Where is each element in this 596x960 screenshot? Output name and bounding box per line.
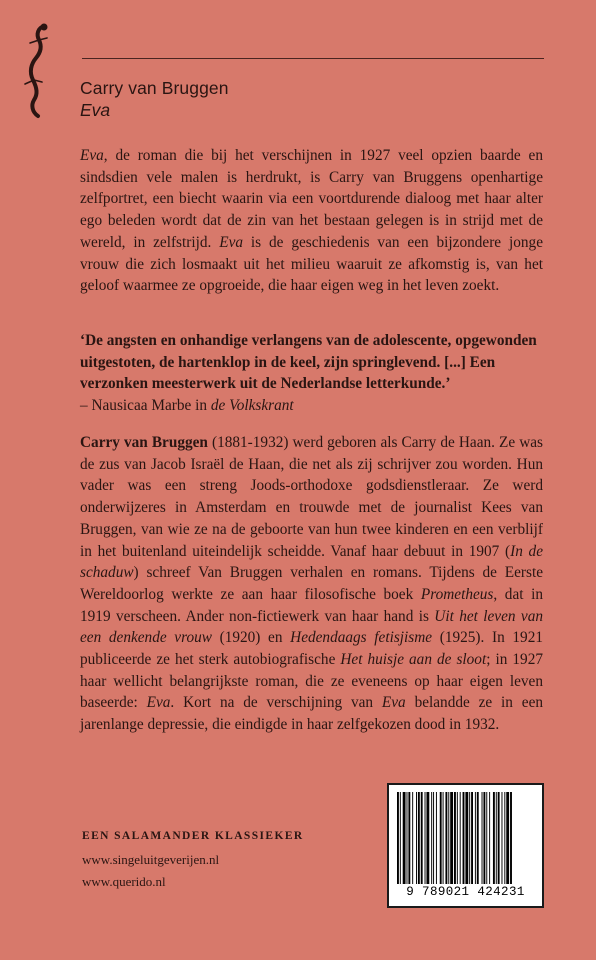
header-rule	[82, 58, 544, 59]
author-biography: Carry van Bruggen (1881-1932) werd geboren als Carry de Haan. Ze was de zus van Jacob Israël de Haan, die net als zij schrijver zou worden. Hun vader was een streng Joods-orthodoxe godsdienstleraar. Ze werd onderwijzeres in Amsterdam en trouwde met de journalist Kees van Bruggen, van wie ze na de geboorte van hun twee kinderen en een verblijf in het buitenland uiteindelijk scheidde. Vanaf haar debuut in 1907 (In de schaduw) schreef Van Bruggen verhalen en romans. Tijdens de Eerste Wereldoorlog werkte ze aan haar filosofische boek Prometheus, dat in 1919 verscheen. Ander non-fictiewerk van haar hand is Uit het leven van een denkende vrouw (1920) en Hedendaags fetisjisme (1925). In 1921 publiceerde ze het sterk autobiografische Het huisje aan de sloot; in 1927 haar wellicht belangrijkste roman, die ze eveneens op haar eigen leven baseerde: Eva. Kort na de verschijning van Eva belandde ze in een jarenlange depressie, die eindigde in haar zelfgekozen dood in 1932.	[80, 434, 544, 734]
barcode-bar	[469, 792, 470, 884]
barcode-bar	[421, 792, 423, 884]
barcode-bar	[436, 792, 437, 884]
quote-source: – Nausicaa Marbe in de Volkskrant	[80, 396, 294, 414]
barcode-bar	[440, 792, 442, 884]
series-label: EEN SALAMANDER KLASSIEKER	[82, 830, 304, 842]
barcode-bar	[426, 792, 429, 884]
barcode-bar	[504, 792, 505, 884]
isbn-number: 9 789021 424231	[406, 885, 525, 899]
barcode-bar	[506, 792, 509, 884]
barcode-bar	[408, 792, 410, 884]
barcode-bar	[400, 792, 401, 884]
barcode-bar	[403, 792, 406, 884]
blurb-paragraph: Eva, de roman die bij het verschijnen in 1927 veel opzien baarde en sindsdien vele malen is herdrukt, is Carry van Bruggens openhartige zelfportret, een biecht waarin via een voortdurende dialoog met haar alter ego beleden wordt dat de zin van het bestaan gelegen is in strijd met de wereld, in zelfstrijd. Eva is de geschiedenis van een bijzondere jonge vrouw die zich losmaakt uit het milieu waaruit ze afkomstig is, van het geloof waarmee ze opgroeide, die haar eigen weg in het leven zoekt.	[80, 147, 543, 295]
book-title: Eva	[80, 100, 111, 120]
barcode-bar	[496, 792, 497, 884]
barcode-bar	[450, 792, 453, 884]
barcode-bar	[510, 792, 512, 884]
barcode-bar	[460, 792, 461, 884]
author-name: Carry van Bruggen	[80, 78, 229, 98]
barcode-bar	[397, 792, 399, 884]
barcode-bar	[465, 792, 468, 884]
publisher-url-querido: www.querido.nl	[82, 874, 166, 889]
barcode-bar	[448, 792, 449, 884]
barcode-bar	[433, 792, 434, 884]
barcode-bars	[395, 792, 536, 887]
press-quote	[80, 330, 543, 416]
barcode-bar	[477, 792, 479, 884]
barcode-bar	[486, 792, 487, 884]
barcode-bar	[482, 792, 483, 884]
publisher-url-singel: www.singeluitgeverijen.nl	[82, 852, 220, 867]
barcode-bar	[412, 792, 413, 884]
barcode-bar	[493, 792, 495, 884]
barcode-bar	[475, 792, 476, 884]
barcode-bar	[489, 792, 490, 884]
barcode-bar	[418, 792, 420, 884]
isbn-barcode	[387, 783, 544, 908]
barcode-bar	[454, 792, 456, 884]
salamander-icon	[14, 22, 60, 122]
barcode-bar	[502, 792, 503, 884]
quote-text: ‘De angsten en onhandige verlangens van de adolescente, opgewonden uitgestoten, de hartenklop in de keel, zijn springlevend. [...] Een verzonken meesterwerk uit de Nederlandse letterkunde.’	[80, 332, 537, 392]
barcode-bar	[431, 792, 432, 884]
barcode-bar	[457, 792, 458, 884]
barcode-bar	[498, 792, 500, 884]
barcode-bar	[445, 792, 447, 884]
barcode-bar	[416, 792, 417, 884]
barcode-bar	[443, 792, 444, 884]
barcode-bar	[425, 792, 426, 884]
barcode-bar	[483, 792, 485, 884]
barcode-bar	[407, 792, 408, 884]
barcode-bar	[463, 792, 465, 884]
barcode-bar	[471, 792, 473, 884]
